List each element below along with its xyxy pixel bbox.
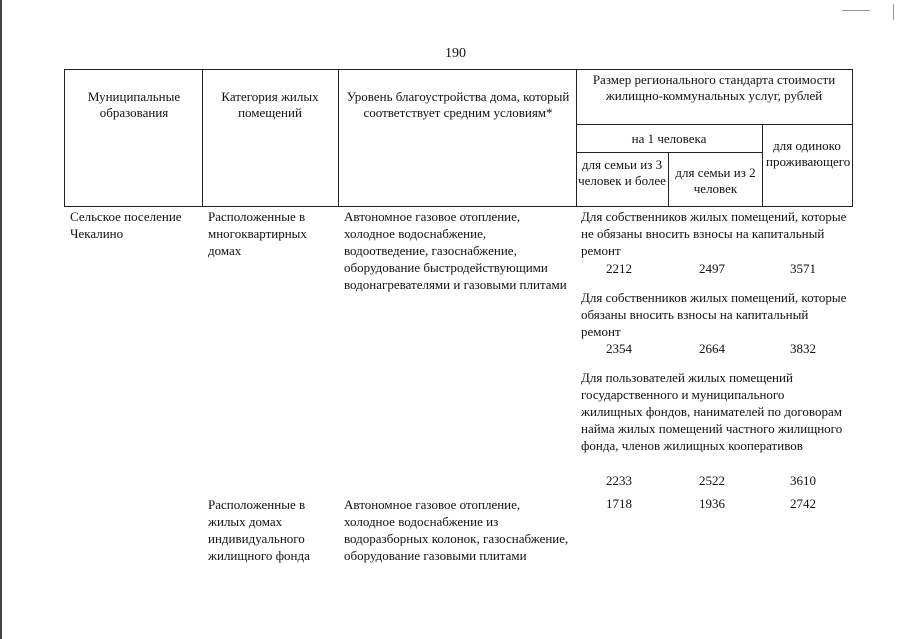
row2-category: Расположенные в жилых домах индивидуального жилищного фонда	[208, 497, 310, 563]
col-divider	[202, 69, 203, 207]
row1-category: Расположенные в многоквартирных домах	[208, 209, 307, 258]
scan-mark	[893, 4, 894, 20]
header-family-2: для семьи из 2 человек	[675, 165, 756, 196]
row1-group2-family2: 2664	[699, 341, 725, 356]
row1-group3-family3: 2233	[606, 473, 632, 488]
row1-group3-label: Для пользователей жилых помещений государственного и муниципального жилищных фондов, нанимателей по договорам найма жилых помещений частного жилищного фонда, членов жилищных кооперативов	[581, 370, 843, 453]
row2-single: 2742	[790, 496, 816, 511]
table-right-border	[852, 69, 853, 207]
header-comfort-level: Уровень благоустройства дома, который соответствует средним условиям*	[346, 89, 570, 120]
row2-family3: 1718	[606, 496, 632, 511]
row2-comfort: Автономное газовое отопление, холодное водоснабжение из водоразборных колонок, газоснабжение, оборудование газовыми плитами	[344, 497, 569, 563]
scan-edge	[0, 0, 2, 639]
row1-group2-label: Для собственников жилых помещений, которые обязаны вносить взносы на капитальный ремонт	[581, 290, 847, 339]
row1-group1-label: Для собственников жилых помещений, которые не обязаны вносить взносы на капитальный ремонт	[581, 209, 847, 258]
row1-comfort: Автономное газовое отопление, холодное водоснабжение, водоотведение, газоснабжение, оборудование быстродействующими водонагревателями и газовыми плитами	[344, 209, 567, 292]
row1-group3-family2: 2522	[699, 473, 725, 488]
table-top-border	[64, 69, 852, 70]
page-number: 190	[445, 46, 466, 61]
header-family-3plus: для семьи из 3 человек и более	[578, 157, 666, 188]
col-divider	[338, 69, 339, 207]
header-municipal: Муниципальные образования	[87, 89, 181, 120]
row1-group1-single: 3571	[790, 261, 816, 276]
row1-group3-single: 3610	[790, 473, 816, 488]
row2-family2: 1936	[699, 496, 725, 511]
header-standard-size: Размер регионального стандарта стоимости жилищно-коммунальных услуг, рублей	[592, 72, 836, 103]
row1-municipal: Сельское поселение Чекалино	[70, 209, 182, 241]
row1-group1-family3: 2212	[606, 261, 632, 276]
header-per-person: на 1 человека	[631, 131, 707, 146]
scan-mark	[842, 10, 870, 11]
col-divider	[762, 124, 763, 207]
col-divider	[576, 69, 577, 207]
subheader-line	[576, 152, 762, 153]
header-category: Категория жилых помещений	[221, 89, 319, 120]
table-header-bottom-border	[64, 206, 852, 207]
header-single: для одиноко проживающего	[766, 138, 851, 169]
subheader-line	[576, 124, 852, 125]
table-left-border	[64, 69, 65, 207]
row1-group2-single: 3832	[790, 341, 816, 356]
row1-group2-family3: 2354	[606, 341, 632, 356]
row1-group1-family2: 2497	[699, 261, 725, 276]
col-divider	[668, 152, 669, 207]
